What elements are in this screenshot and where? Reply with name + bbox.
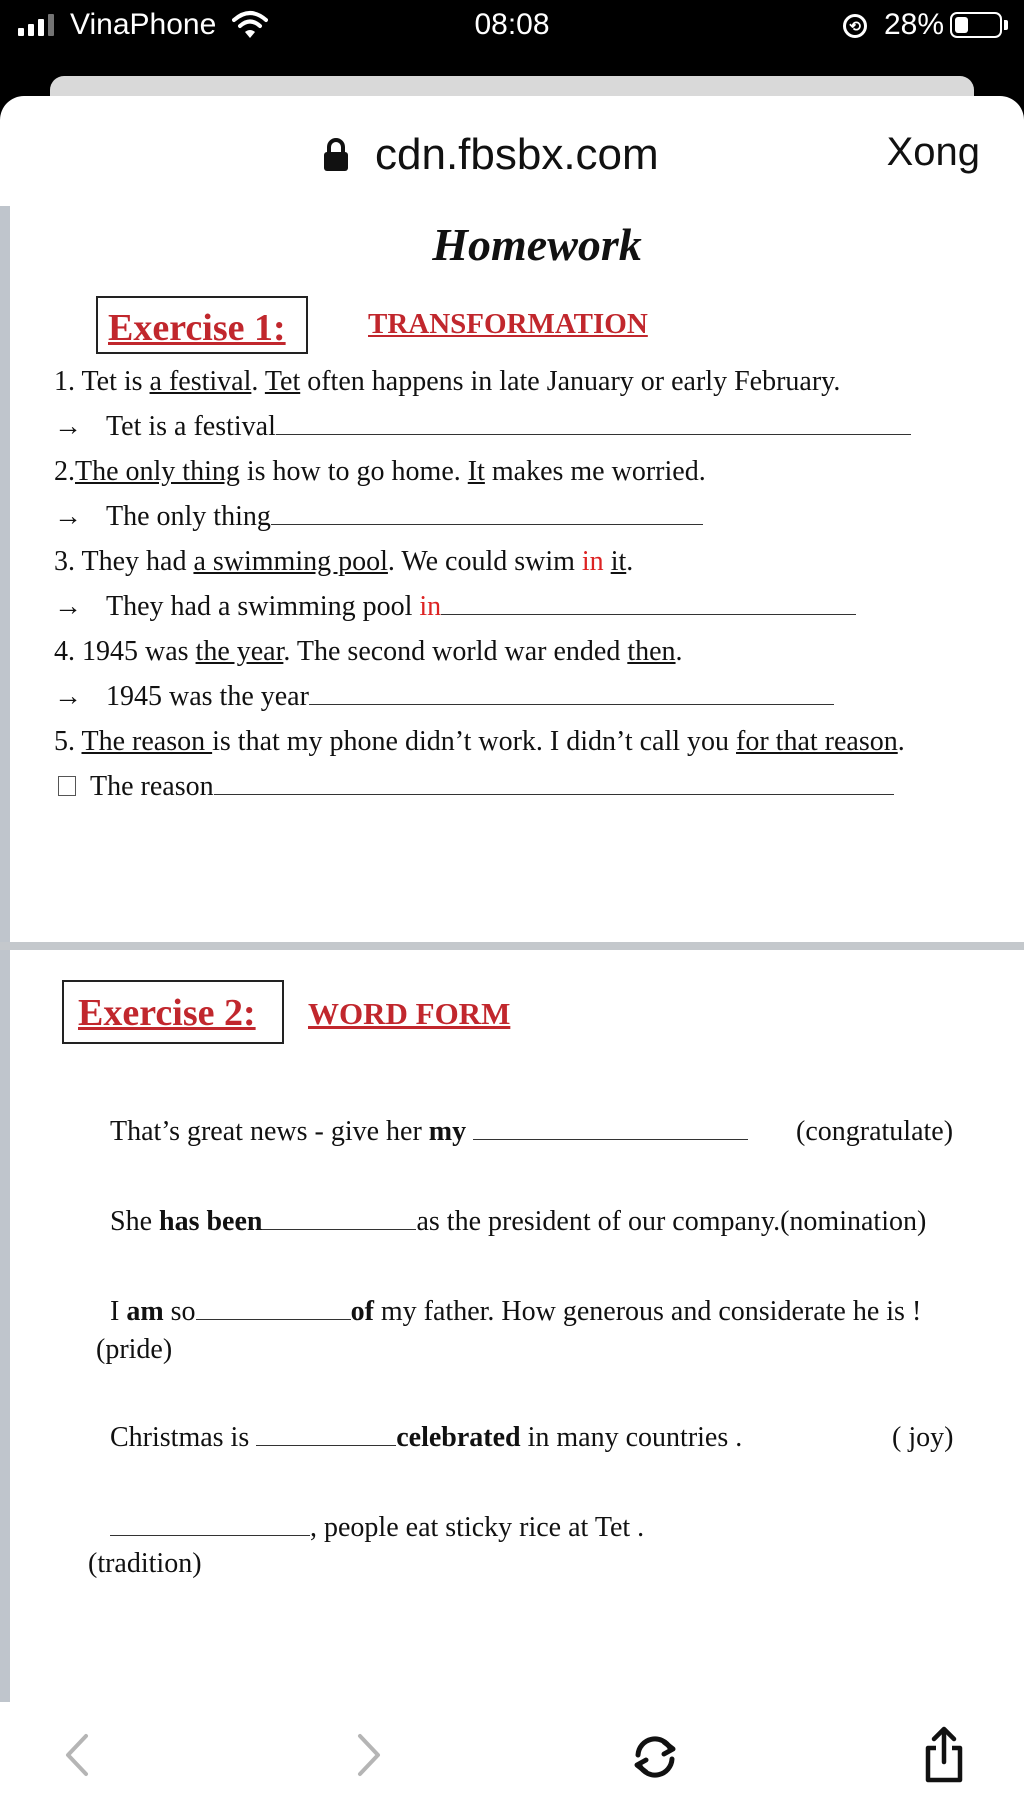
- arrow-icon: →: [54, 591, 82, 622]
- document-page: [0, 206, 1024, 1702]
- sentence-1-hint: (congratulate): [796, 1116, 954, 1147]
- done-button[interactable]: Xong: [886, 130, 980, 174]
- battery-tip: [1004, 20, 1008, 30]
- arrow-icon: →: [54, 411, 82, 442]
- sentence-5: , people eat sticky rice at Tet .: [110, 1512, 644, 1544]
- answer-blank[interactable]: [309, 703, 834, 705]
- answer-5: The reason: [54, 771, 894, 803]
- answer-blank[interactable]: [262, 1228, 416, 1230]
- forward-arrow-icon[interactable]: [356, 1732, 384, 1778]
- answer-4: → 1945 was the year: [54, 681, 834, 713]
- sentence-4: Christmas is celebrated in many countries .: [110, 1422, 743, 1453]
- sentence-4-hint: ( joy): [892, 1422, 954, 1453]
- battery-percent: 28%: [884, 8, 945, 41]
- sentence-3: I am so of my father. How generous and considerate he is !: [110, 1296, 922, 1327]
- answer-blank[interactable]: [271, 523, 703, 525]
- question-1: 1. Tet is a festival. Tet often happens in late January or early February.: [54, 366, 841, 397]
- sentence-1: That’s great news - give her my: [110, 1116, 748, 1148]
- answer-blank[interactable]: [473, 1138, 748, 1140]
- page-title: Homework: [432, 219, 642, 270]
- clock: 08:08: [474, 8, 550, 41]
- answer-blank[interactable]: [214, 793, 894, 795]
- back-arrow-icon[interactable]: [62, 1732, 90, 1778]
- page-break: [0, 942, 1024, 950]
- arrow-icon: →: [54, 681, 82, 712]
- checkbox-glyph: [58, 776, 76, 796]
- browser-toolbar: [0, 1702, 1024, 1820]
- status-bar: [0, 0, 1024, 56]
- answer-3: → They had a swimming pool in: [54, 591, 856, 623]
- answer-blank[interactable]: [276, 433, 911, 435]
- answer-blank[interactable]: [196, 1318, 351, 1320]
- question-2: 2.The only thing is how to go home. It makes me worried.: [54, 456, 706, 487]
- sentence-2: She has been as the president of our company.(nomination): [110, 1206, 927, 1237]
- lock-icon: [322, 138, 350, 172]
- page-edge: [0, 206, 10, 1702]
- arrow-icon: →: [54, 501, 82, 532]
- sentence-3-hint: (pride): [96, 1334, 173, 1365]
- exercise-2-heading: WORD FORM: [308, 996, 511, 1031]
- answer-blank[interactable]: [256, 1444, 396, 1446]
- share-icon[interactable]: [922, 1724, 966, 1784]
- exercise-1-heading: TRANSFORMATION: [368, 308, 648, 340]
- url-text[interactable]: cdn.fbsbx.com: [375, 130, 659, 179]
- carrier-name: VinaPhone: [70, 8, 217, 41]
- sentence-5-hint: (tradition): [88, 1548, 202, 1579]
- answer-1: → Tet is a festival: [54, 411, 911, 443]
- answer-2: → The only thing: [54, 501, 703, 533]
- exercise-1-label: Exercise 1:: [108, 307, 286, 349]
- rotation-lock-icon: ⟲: [843, 14, 867, 38]
- battery-icon: [950, 12, 1002, 38]
- question-4: 4. 1945 was the year. The second world war ended then.: [54, 636, 683, 667]
- exercise-2-label: Exercise 2:: [78, 992, 256, 1034]
- answer-blank[interactable]: [441, 613, 856, 615]
- question-3: 3. They had a swimming pool. We could swim in it.: [54, 546, 634, 577]
- url-bar: [0, 96, 1024, 206]
- answer-blank[interactable]: [110, 1534, 310, 1536]
- question-5: 5. The reason is that my phone didn’t work. I didn’t call you for that reason.: [54, 726, 905, 757]
- reload-icon[interactable]: [628, 1730, 682, 1784]
